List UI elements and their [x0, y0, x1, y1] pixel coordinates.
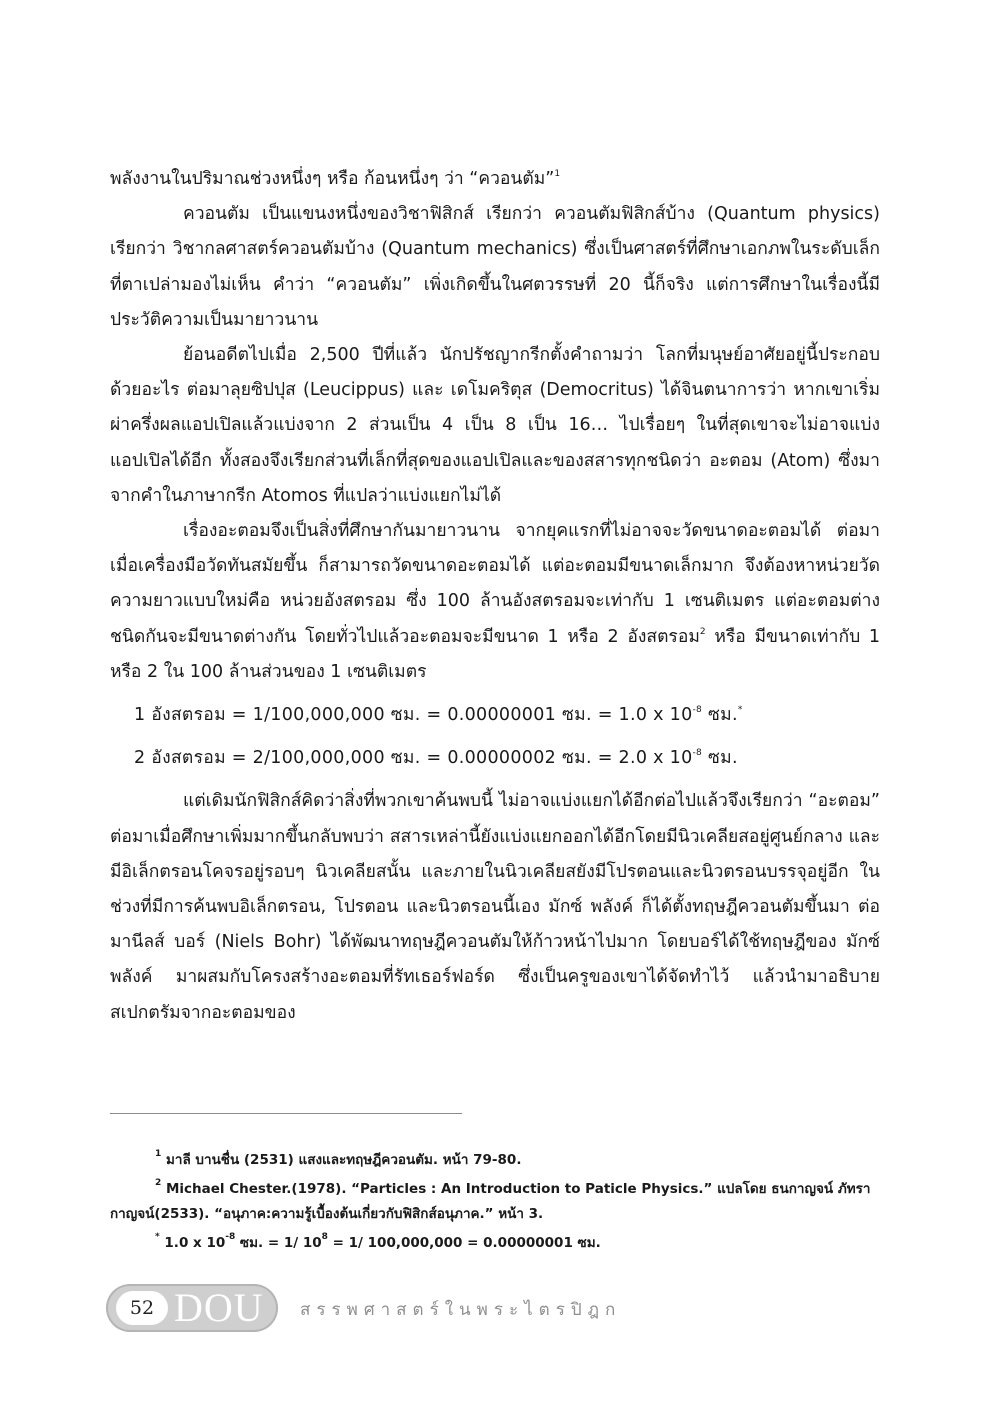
formula-1-unit: ซม.	[702, 705, 738, 726]
footnote-2-text: Michael Chester.(1978). “Particles : An Introduction to Paticle Physics.” แปลโดย ธนกาญจน์ ภัทรากาญจน์(2533). “อนุภาค:ความรู้เบื้องต้นเกี่ยวกับฟิสิกส์อนุภาค.” หน้า 3.	[110, 1181, 871, 1222]
paragraph-3-text-a: เรื่องอะตอมจึงเป็นสิ่งที่ศึกษากันมายาวนาน จากยุคแรกที่ไม่อาจจะวัดขนาดอะตอมได้ ต่อมาเมื่อเครื่องมือวัดทันสมัยขึ้น ก็สามารถวัดขนาดอะตอมได้ แต่อะตอมมีขนาดเล็กมาก จึงต้องหาหน่วยวัดความยาวแบบใหม่คือ หน่วยอังสตรอม ซึ่ง 100 ล้านอังสตรอมจะเท่ากับ 1 เซนติเมตร แต่อะตอมต่างชนิดกันจะมีขนาดต่างกัน โดยทั่วไปแล้วอะตอมจะมีขนาด 1 หรือ 2 อังสตรอม	[110, 521, 880, 647]
formula-2	[134, 741, 880, 776]
footnote-3-exponent-2: 8	[321, 1232, 328, 1242]
footnote-3-mark: *	[155, 1232, 160, 1242]
paragraph-3	[110, 514, 880, 690]
paragraph-3-text-b: หรือ มีขนาดเท่ากับ 1 หรือ 2 ใน 100 ล้านส่วนของ 1 เซนติเมตร	[110, 626, 881, 682]
footnote-3-text-b: ซม. = 1/ 10	[235, 1235, 322, 1251]
footnote-2	[110, 1177, 880, 1227]
paragraph-4: แต่เดิมนักฟิสิกส์คิดว่าสิ่งที่พวกเขาค้นพบนี้ ไม่อาจแบ่งแยกได้อีกต่อไปแล้วจึงเรียกว่า “อะตอม” ต่อมาเมื่อศึกษาเพิ่มมากขึ้นกลับพบว่า สสารเหล่านี้ยังแบ่งแยกออกได้อีกโดยมีนิวเคลียสอยู่ศูนย์กลาง และมีอิเล็กตรอนโคจรอยู่รอบๆ นิวเคลียสนั้น และภายในนิวเคลียสยังมีโปรตอนและนิวตรอนบรรจุอยู่อีก ในช่วงที่มีการค้นพบอิเล็กตรอน, โปรตอน และนิวตรอนนี้เอง มักซ์ พลังค์ ก็ได้ตั้งทฤษฎีควอนตัมขึ้นมา ต่อมานีลส์ บอร์ (Niels Bohr) ได้พัฒนาทฤษฎีควอนตัมให้ก้าวหน้าไปมาก โดยบอร์ได้ใช้ทฤษฎีของ มักซ์ พลังค์ มาผสมกับโครงสร้างอะตอมที่รัทเธอร์ฟอร์ด ซึ่งเป็นครูของเขาได้จัดทำไว้ แล้วนำมาอธิบายสเปกตรัมจากอะตอมของ	[110, 791, 880, 1023]
footnote-ref-star: *	[737, 705, 743, 716]
paragraph-1: ควอนตัม เป็นแขนงหนึ่งของวิชาฟิสิกส์ เรียกว่า ควอนตัมฟิสิกส์บ้าง (Quantum physics) เรียกว่า วิชากลศาสตร์ควอนตัมบ้าง (Quantum mechanics) ซึ่งเป็นศาสตร์ที่ศึกษาเอกภพในระดับเล็กที่ตาเปล่ามองไม่เห็น คำว่า “ควอนตัม” เพิ่งเกิดขึ้นในศตวรรษที่ 20 นี้ก็จริง แต่การศึกษาในเรื่องนี้มีประวัติความเป็นมายาวนาน	[110, 204, 880, 330]
paragraph-2: ย้อนอดีตไปเมื่อ 2,500 ปีที่แล้ว นักปรัชญากรีกตั้งคำถามว่า โลกที่มนุษย์อาศัยอยู่นี้ประกอบด้วยอะไร ต่อมาลุยซิปปุส (Leucippus) และ เดโมคริตุส (Democritus) ได้จินตนาการว่า หากเขาเริ่มผ่าครึ่งผลแอปเปิลแล้วแบ่งจาก 2 ส่วนเป็น 4 เป็น 8 เป็น 16… ไปเรื่อยๆ ในที่สุดเขาจะไม่อาจแบ่งแอปเปิลได้อีก ทั้งสองจึงเรียกส่วนที่เล็กที่สุดของแอปเปิลและของสสารทุกชนิดว่า อะตอม (Atom) ซึ่งมาจากคำในภาษากรีก Atomos ที่แปลว่าแบ่งแยกไม่ได้	[110, 345, 880, 506]
page-badge	[106, 1284, 278, 1332]
page-footer	[106, 1284, 706, 1332]
formula-2-exponent: -8	[692, 748, 703, 759]
footnote-1-mark: 1	[155, 1149, 162, 1159]
dou-logo: DOU	[174, 1285, 264, 1330]
footnote-1	[110, 1148, 880, 1173]
footnotes	[110, 1148, 880, 1260]
footnote-ref-2: 2	[699, 626, 706, 637]
formula-2-main: 2 อังสตรอม = 2/100,000,000 ซม. = 0.00000002 ซม. = 2.0 x 10	[134, 748, 693, 769]
paragraph-0-text: พลังงานในปริมาณช่วงหนึ่งๆ หรือ ก้อนหนึ่งๆ ว่า “ควอนตัม”	[110, 169, 555, 189]
footnote-ref-1: 1	[554, 169, 561, 179]
formula-1	[134, 698, 880, 733]
page-number: 52	[116, 1291, 168, 1325]
book-title: สรรพศาสตร์ในพระไตรปิฎก	[300, 1300, 622, 1320]
main-text	[110, 162, 880, 1031]
formula-2-unit: ซม.	[702, 748, 738, 769]
footnote-3	[110, 1231, 880, 1256]
footnote-3-text-c: = 1/ 100,000,000 = 0.00000001 ซม.	[327, 1235, 601, 1251]
paragraph-0	[110, 162, 880, 197]
formula-1-main: 1 อังสตรอม = 1/100,000,000 ซม. = 0.00000001 ซม. = 1.0 x 10	[134, 705, 693, 726]
footnote-2-mark: 2	[155, 1178, 162, 1188]
footnote-divider	[110, 1113, 462, 1114]
footnote-1-text: มาลี บานชื่น (2531) แสงและทฤษฎีควอนตัม. หน้า 79-80.	[161, 1152, 522, 1168]
footnote-3-exponent-1: -8	[225, 1232, 236, 1242]
formula-1-exponent: -8	[692, 705, 703, 716]
footnote-3-text-a: 1.0 x 10	[159, 1235, 226, 1251]
